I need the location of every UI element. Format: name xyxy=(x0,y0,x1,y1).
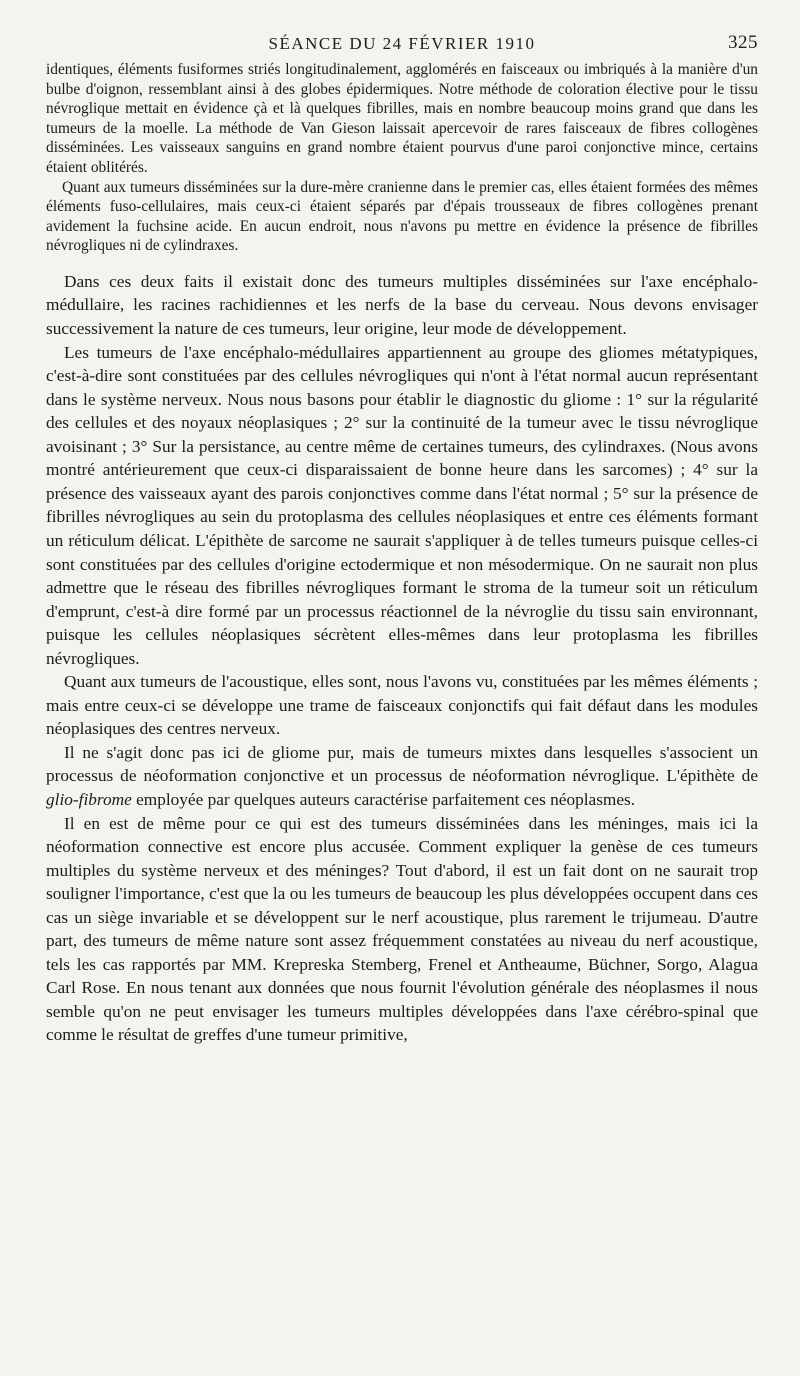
italic-term: glio-fibrome xyxy=(46,789,132,809)
paragraph: Quant aux tumeurs de l'acoustique, elles sont, nous l'avons vu, constituées par les mêmes éléments ; mais entre ceux-ci se développe une trame de faisceaux conjonctifs qui fait défaut dans les modules néoplasiques des centres nerveux. xyxy=(46,672,758,739)
paragraph: Dans ces deux faits il existait donc des tumeurs multiples disséminées sur l'axe encéphalo-médullaire, les racines rachidiennes et les nerfs de la base du cerveau. Nous devons envisager successivement la nature de ces tumeurs, leur origine, leur mode de développement. xyxy=(46,271,758,339)
paragraph: Il en est de même pour ce qui est des tumeurs disséminées dans les méninges, mais ici la néoformation connective est encore plus accusée. Comment expliquer la genèse de ces tumeurs multiples du système nerveux et des méninges? Tout d'abord, il est un fait dont on ne saurait trop souligner l'importance, c'est que la ou les tumeurs de beaucoup les plus développées occupent dans ces cas un siège invariable et se développent sur le nerf acoustique, plus rarement le trijumeau. D'autre part, des tumeurs de même nature sont assez fréquemment constatées au niveau du nerf acoustique, tels les cas rapportés par MM. Krepreska Stemberg, Frenel et Antheaume, Büchner, Sorgo, Alagua Carl Rose. En nous tenant aux données que nous fournit l'évolution générale des néoplasmes il nous semble qu'on ne peut envisager les tumeurs multiples développées dans l'axe cérébro-spinal que comme le résultat de greffes d'une tumeur primitive, xyxy=(46,813,758,1045)
main-text-section xyxy=(46,270,758,1047)
paragraph: identiques, éléments fusiformes striés longitudinalement, agglomérés en faisceaux ou imbriqués à la manière d'un bulbe d'oignon, ressemblant ainsi à des globes épidermiques. Notre méthode de coloration élective pour le tissu névroglique mettait en évidence çà et là quelques fibrilles, mais en nombre beaucoup moins grand que dans les tumeurs de la moelle. La méthode de Van Gieson laissait apercevoir de rares faisceaux de fibres collogènes disséminées. Les vaisseaux sanguins en grand nombre étaient pourvus d'une paroi conjonctive mince, certains étaient oblitérés. xyxy=(46,61,758,176)
paragraph: Les tumeurs de l'axe encéphalo-médullaires appartiennent au groupe des gliomes métatypiques, c'est-à-dire sont constituées par des cellules névrogliques qui n'ont à l'état normal aucun représentant dans le système nerveux. Nous nous basons pour établir le diagnostic du gliome : 1° sur la régularité des cellules et des noyaux néoplasiques ; 2° sur la continuité de la tumeur avec le tissu névroglique avoisinant ; 3° Sur la persistance, au centre même de certaines tumeurs, des cylindraxes. (Nous avons montré antérieurement que ceux-ci disparaissaient de bonne heure dans les sarcomes) ; 4° sur la présence des vaisseaux ayant des parois conjonctives comme dans l'état normal ; 5° sur la présence de fibrilles névrogliques au sein du protoplasma des cellules néoplasiques et entre ces éléments formant un réticulum délicat. L'épithète de sarcome ne saurait s'appliquer à de telles tumeurs puisque celles-ci sont constituées par des cellules d'origine ectodermique et non mésodermique. On ne saurait non plus admettre que le réseau des fibrilles névrogliques formant le stroma de la tumeur soit un réticulum d'emprunt, c'est-à dire formé par un processus réactionnel de la névroglie du tissu sain environnant, puisque les cellules néoplasiques sécrètent elles-mêmes dans leur protoplasma les fibrilles névrogliques. xyxy=(46,342,758,668)
running-header xyxy=(46,30,758,60)
text-run: Il ne s'agit donc pas ici de gliome pur, mais de tumeurs mixtes dans lesquelles s'associent un processus de néoformation conjonctive et un processus de néoformation névroglique. L'épithète de xyxy=(46,742,758,786)
header-title: SÉANCE DU 24 FÉVRIER 1910 xyxy=(268,34,536,53)
page-number: 325 xyxy=(728,32,758,53)
paragraph xyxy=(46,741,758,812)
page xyxy=(46,30,758,1047)
paragraph: Quant aux tumeurs disséminées sur la dure-mère cranienne dans le premier cas, elles étaient formées des mêmes éléments fuso-cellulaires, mais ceux-ci étaient séparés par d'épais trousseaux de fibres collogènes prenant avidement la fuchsine acide. En aucun endroit, nous n'avons pu mettre en évidence la présence de fibrilles névrogliques ni de cylindraxes. xyxy=(46,178,758,255)
text-run: employée par quelques auteurs caractérise parfaitement ces néoplasmes. xyxy=(131,789,636,809)
small-print-section xyxy=(46,60,758,256)
